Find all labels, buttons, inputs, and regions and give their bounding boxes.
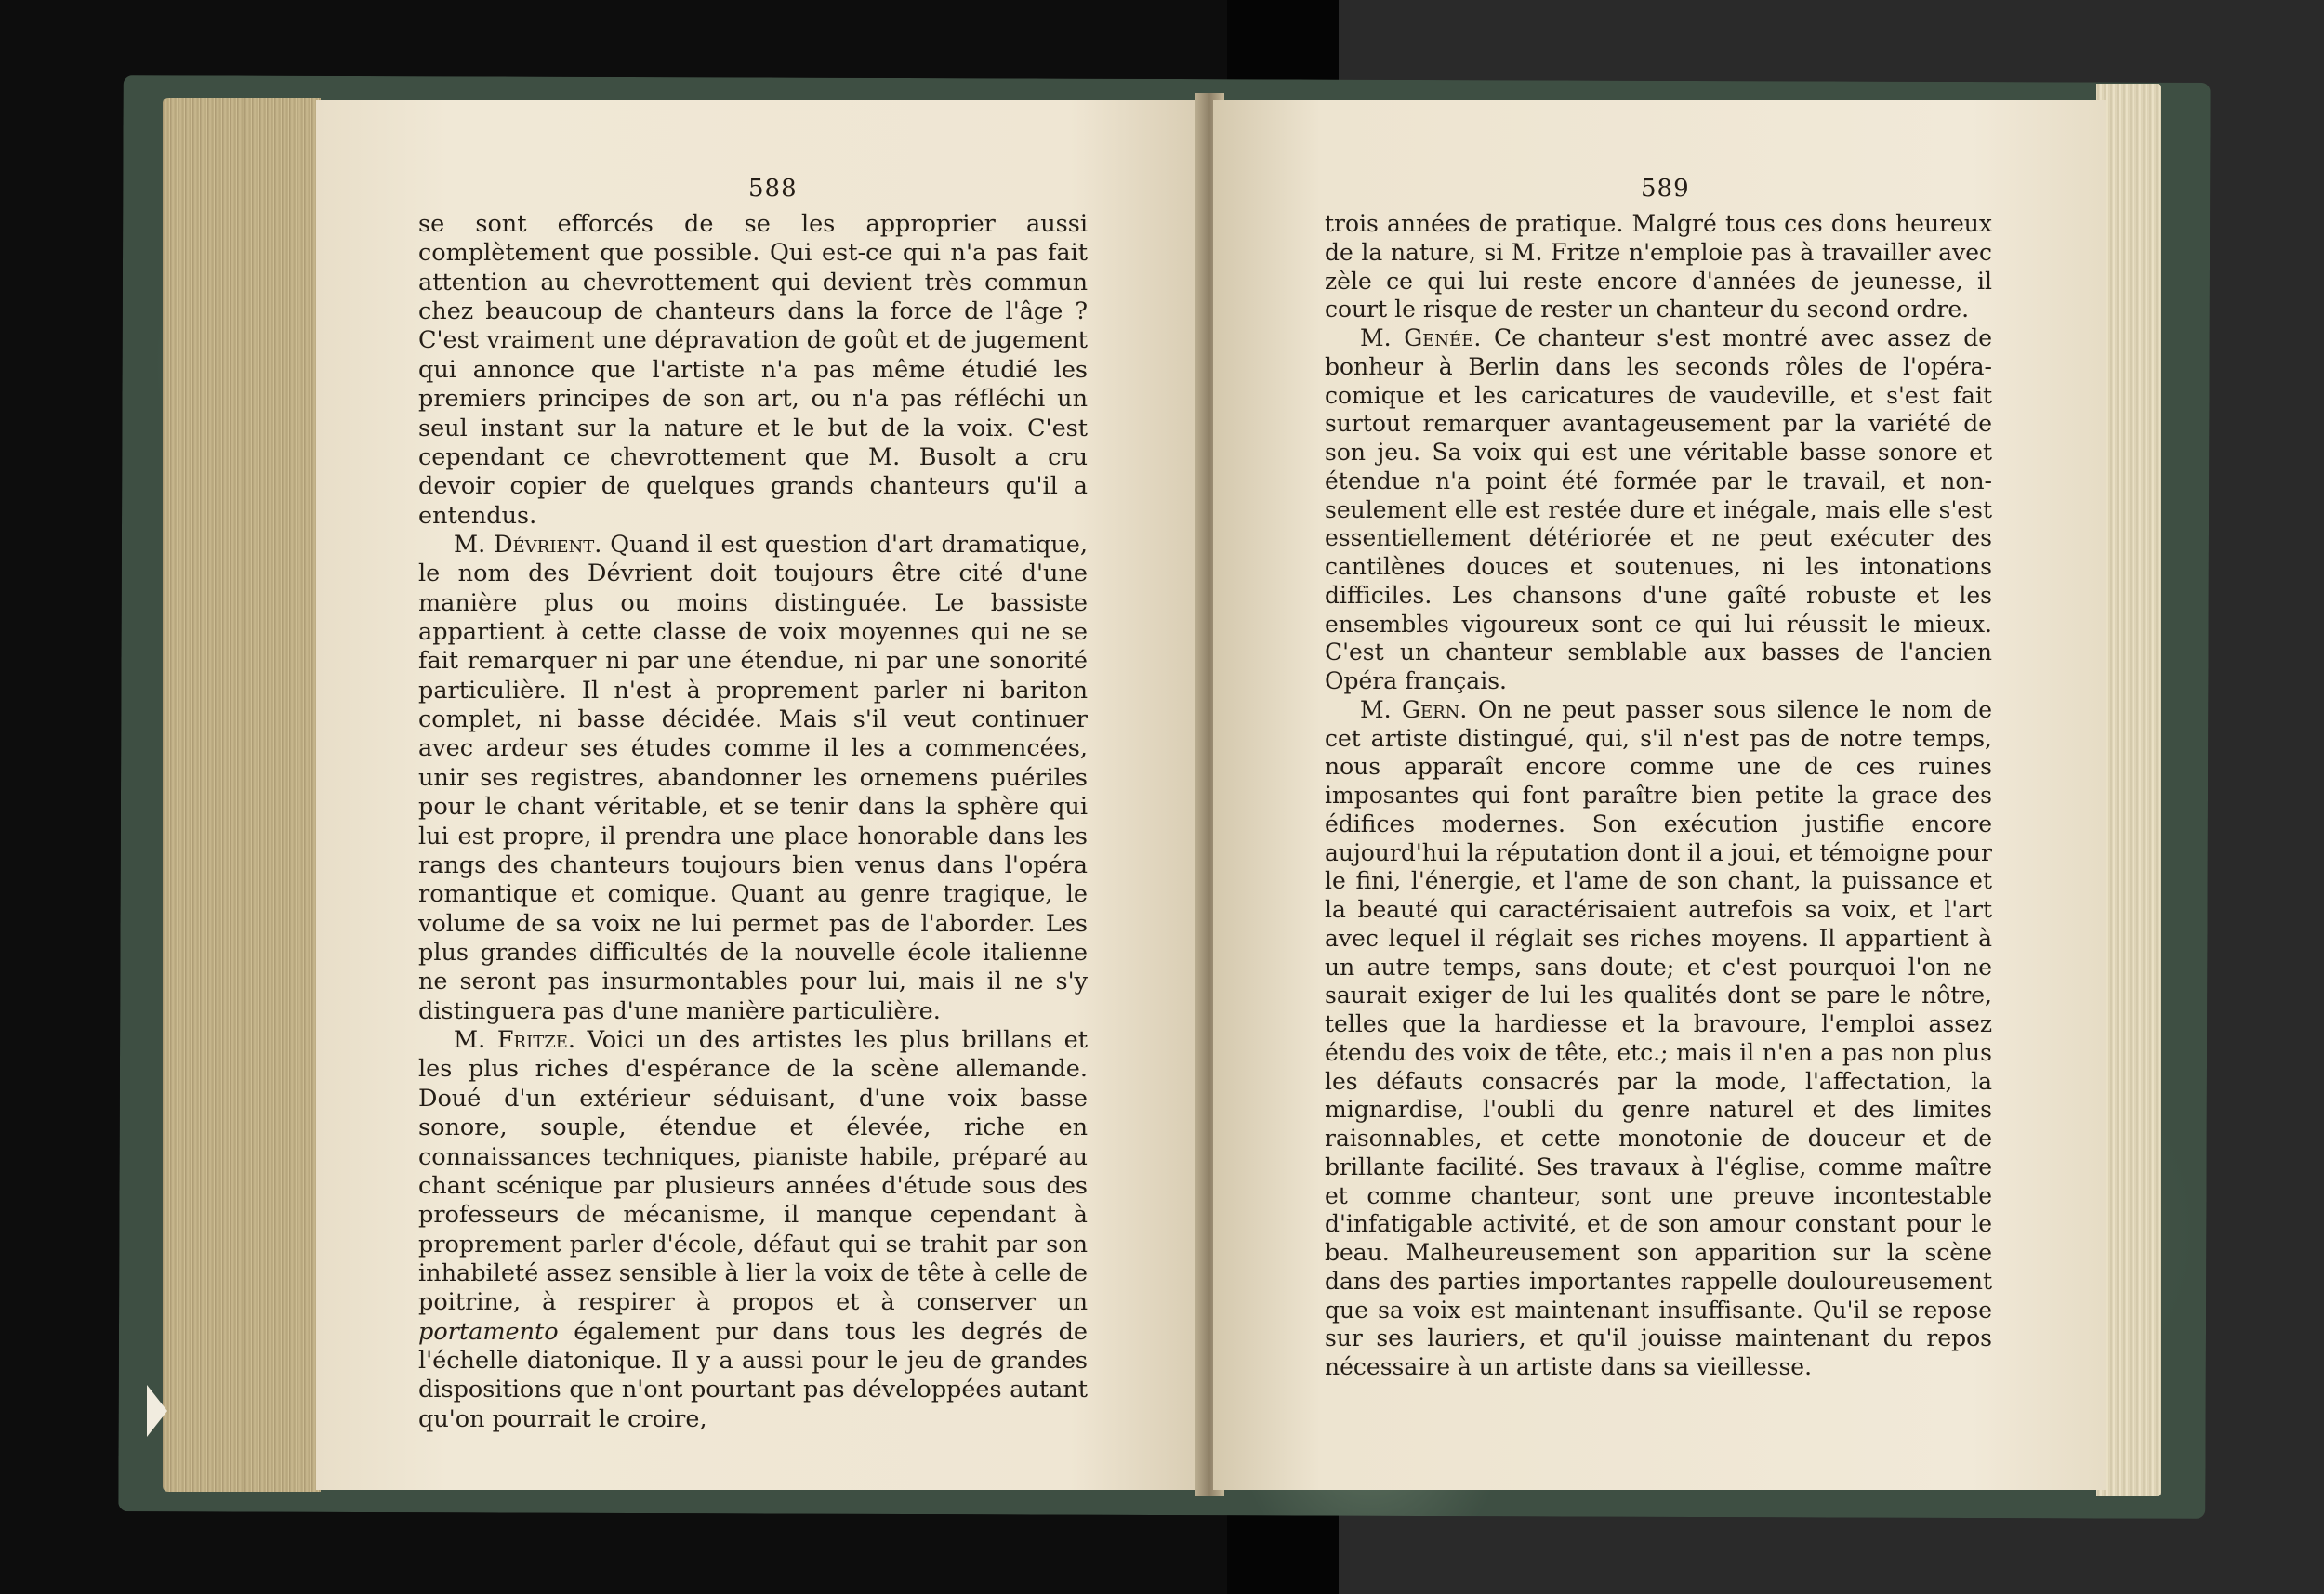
left-page: [316, 100, 1204, 1490]
right-page: [1213, 100, 2106, 1490]
paragraph: M. Gern. On ne peut passer sous silence le nom de cet artiste distingué, qui, s'il n'est pas de notre temps, nous apparaît encore comme une de ces ruines imposantes qui font paraître bien petite la grace des édifices modernes. Son exécution justifie encore aujourd'hui la réputation dont il a joui, et témoigne pour le fini, l'énergie, et l'ame de son chant, la puissance et la beauté qui caractérisaient autrefois sa voix, et l'art avec lequel il réglait ses riches moyens. Il appartient à un autre temps, sans doute; et c'est pourquoi l'on ne saurait exiger de lui les qualités dont se pare le nôtre, telles que la hardiesse et la bravoure, l'emploi assez étendu des voix de tête, etc.; mais il n'en a pas non plus les défauts consacrés par la mode, l'affectation, la mignardise, l'oubli du genre naturel et des limites raisonnables, et cette monotonie de douceur et de brillante facilité. Ses travaux à l'église, comme maître et comme chanteur, sont une preuve incontestable d'infatigable activité, et de son amour constant pour le beau. Malheureusement son apparition sur la scène dans des parties importantes rappelle douloureusement que sa voix est maintenant insuffisante. Qu'il se repose sur ses lauriers, et qu'il jouisse maintenant du repos nécessaire à un artiste dans sa vieillesse.: [1325, 695, 1992, 1380]
singer-name: M. Dévrient.: [454, 530, 602, 559]
singer-name: M. Genée.: [1360, 324, 1482, 351]
page-edges-right: [2096, 84, 2161, 1496]
page-text: [1325, 210, 1992, 1382]
page-text: [418, 210, 1088, 1434]
page-number: 589: [1641, 175, 1690, 203]
paragraph: M. Dévrient. Quand il est question d'art dramatique, le nom des Dévrient doit toujours être cité d'une manière plus ou moins distinguée. Le bassiste appartient à cette classe de voix moyennes qui ne se fait remarquer ni par une étendue, ni par une sonorité particulière. Il n'est à proprement parler ni bariton complet, ni basse décidée. Mais s'il veut continuer avec ardeur ses études comme il les a commencées, unir ses registres, abandonner les ornemens puériles pour le chant véritable, et se tenir dans la sphère qui lui est propre, il prendra une place honorable dans les rangs des chanteurs toujours bien venus dans l'opéra romantique et comique. Quant au genre tragique, le volume de sa voix ne lui permet pas de l'aborder. Les plus grandes difficultés de la nouvelle école italienne ne seront pas insurmontables pour lui, mais il ne s'y distinguera pas d'une manière particulière.: [418, 530, 1088, 1025]
paragraph: M. Genée. Ce chanteur s'est montré avec assez de bonheur à Berlin dans les seconds rôles de l'opéra-comique et les caricatures de vaudeville, et s'est fait surtout remarquer avantageusement par la variété de son jeu. Sa voix qui est une véritable basse sonore et étendue n'a point été formée par le travail, et non-seulement elle est restée dure et inégale, mais elle s'est essentiellement détériorée et ne peut exécuter des cantilènes douces et soutenues, ni les intonations difficiles. Les chansons d'une gaîté robuste et les ensembles vigoureux sont ce qui lui réussit le mieux. C'est un chanteur semblable aux basses de l'ancien Opéra français.: [1325, 324, 1992, 694]
page-number: 588: [748, 175, 798, 203]
page-edges-left: [163, 98, 321, 1492]
bookmark-tab: [147, 1385, 167, 1437]
paragraph: trois années de pratique. Malgré tous ces dons heureux de la nature, si M. Fritze n'emploie pas à travailler avec zèle ce qui lui reste encore d'années de jeunesse, il court le risque de rester un chanteur du second ordre.: [1325, 210, 1992, 323]
italic-term: portamento: [418, 1317, 559, 1346]
paragraph: se sont efforcés de se les approprier aussi complètement que possible. Qui est-ce qui n'a pas fait attention au chevrottement qui devient très commun chez beaucoup de chanteurs dans la force de l'âge ? C'est vraiment une dépravation de goût et de jugement qui annonce que l'artiste n'a pas même étudié les premiers principes de son art, ou n'a pas réfléchi un seul instant sur la nature et le but de la voix. C'est cependant ce chevrottement que M. Busolt a cru devoir copier de quelques grands chanteurs qu'il a entendus.: [418, 210, 1088, 530]
singer-name: M. Fritze.: [454, 1026, 575, 1055]
singer-name: M. Gern.: [1360, 695, 1468, 723]
paragraph: M. Fritze. Voici un des artistes les plus brillans et les plus riches d'espérance de la scène allemande. Doué d'un extérieur séduisant, d'une voix basse sonore, souple, étendue et élevée, riche en connaissances techniques, pianiste habile, préparé au chant scénique par plusieurs années d'étude sous des professeurs de mécanisme, il manque cependant à proprement parler d'école, défaut qui se trahit par son inhabileté assez sensible à lier la voix de tête à celle de poitrine, à respirer à propos et à conserver un portamento également pur dans tous les degrés de l'échelle diatonique. Il y a aussi pour le jeu de grandes dispositions que n'ont pourtant pas développées autant qu'on pourrait le croire,: [418, 1026, 1089, 1433]
